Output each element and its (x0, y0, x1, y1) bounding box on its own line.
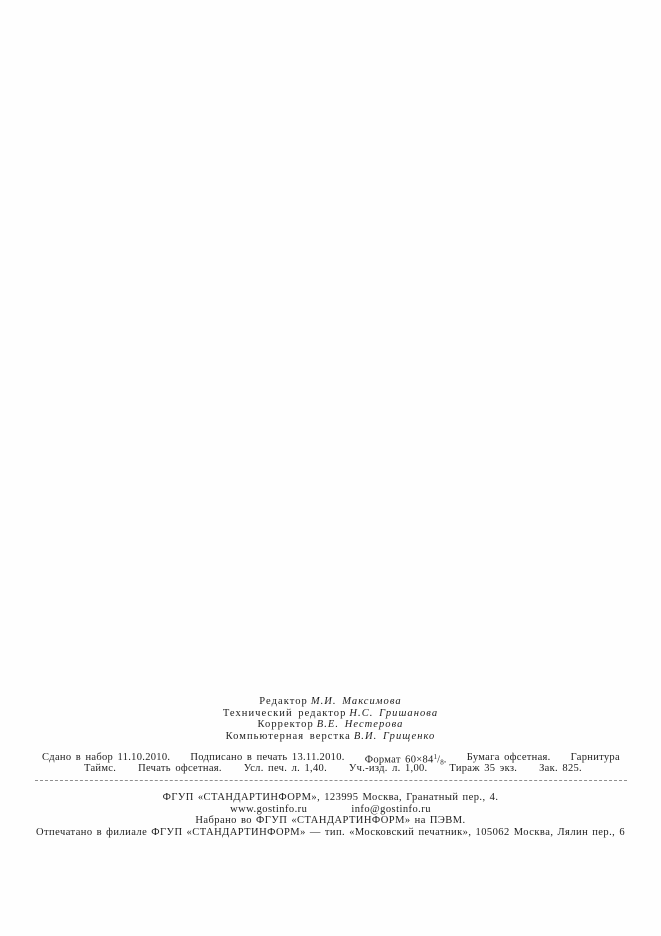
publisher-printed-note: Отпечатано в филиале ФГУП «СТАНДАРТИНФОРМ» — тип. «Московский печатник», 105062 Москва, Лялин пер., 6 (35, 826, 626, 838)
imprint-typeface-name: Таймс. (84, 763, 117, 774)
editorial-staff-block (0, 696, 661, 742)
staff-name: М.И. Максимова (310, 696, 402, 707)
staff-name: В.Е. Нестерова (316, 719, 404, 730)
format-numerator: 1 (433, 752, 438, 761)
publisher-typeset-note: Набрано во ФГУП «СТАНДАРТИНФОРМ» на ПЭВМ. (195, 815, 466, 827)
format-denominator: 8 (440, 758, 444, 766)
imprint-paper: Бумага офсетная. (466, 751, 551, 763)
imprint-line-2 (84, 763, 582, 775)
imprint-order-number: Зак. 825. (539, 763, 582, 774)
staff-role: Компьютерная верстка (225, 730, 351, 742)
publisher-contacts (0, 804, 661, 816)
staff-name: В.И. Грищенко (353, 730, 436, 742)
staff-role: Технический редактор (222, 707, 347, 719)
staff-role: Редактор (259, 696, 308, 707)
imprint-print-method: Печать офсетная. (138, 763, 222, 774)
imprint-typeface-label: Гарнитура (570, 751, 620, 763)
staff-role: Корректор (257, 719, 314, 730)
imprint-signed-to-print: Подписано в печать 13.11.2010. (190, 751, 345, 763)
dashed-divider (35, 780, 627, 781)
staff-line-proofreader (0, 719, 661, 731)
imprint-conventional-sheets: Усл. печ. л. 1,40. (243, 763, 327, 774)
staff-name: Н.С. Гришанова (349, 707, 439, 719)
publisher-address: ФГУП «СТАНДАРТИНФОРМ», 123995 Москва, Гранатный пер., 4. (162, 792, 499, 803)
publisher-website: www.gostinfo.ru (230, 803, 308, 815)
staff-line-technical-editor (0, 708, 661, 720)
imprint-format: Формат $60\times 84^1/8$. (364, 752, 447, 766)
imprint-print-run: Тираж 35 экз. (449, 763, 518, 774)
staff-line-editor (0, 696, 661, 708)
publisher-email: info@gostinfo.ru (351, 803, 431, 815)
publisher-block (0, 792, 661, 838)
staff-line-layout (0, 731, 661, 743)
imprint-publishing-sheets: Уч.-изд. л. 1,00. (348, 763, 428, 774)
imprint-sent-to-typesetting: Сдано в набор 11.10.2010. (42, 751, 171, 763)
